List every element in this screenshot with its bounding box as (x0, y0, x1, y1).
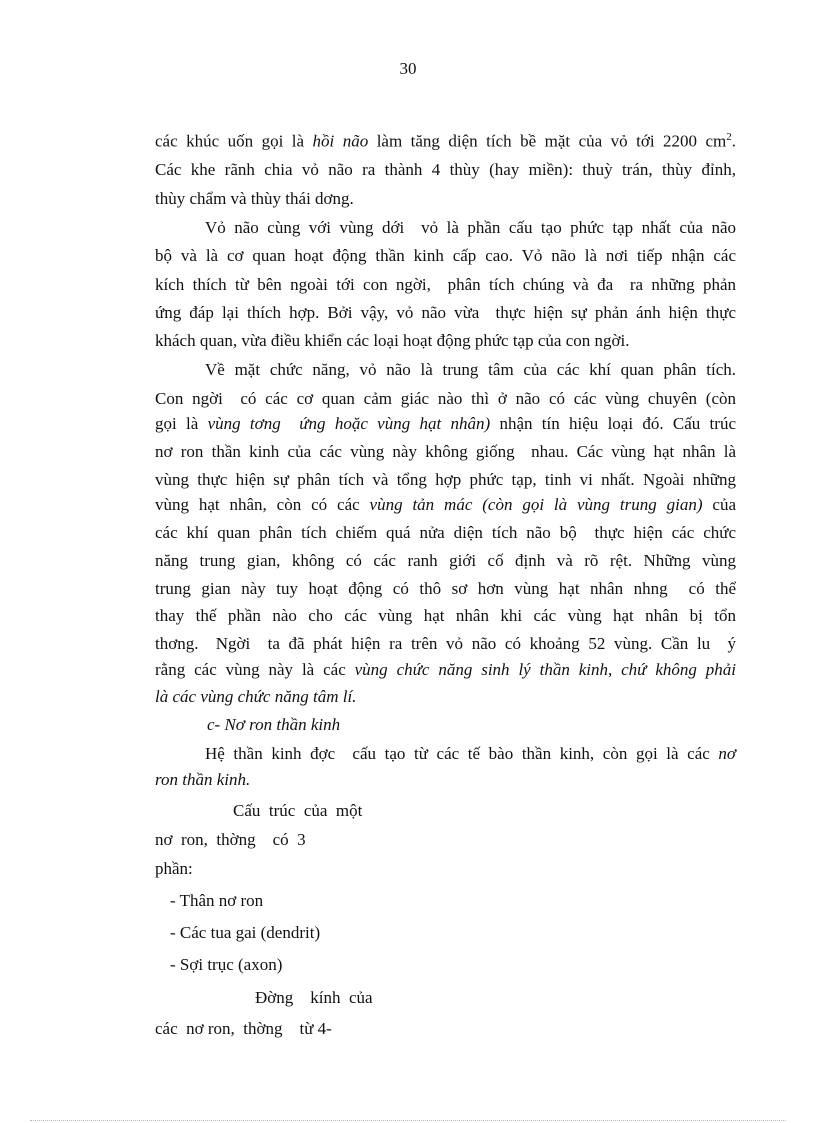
text-line: Hệ thần kinh đợc cấu tạo từ các tế bào thần kinh, còn gọi là các nơ (205, 744, 736, 763)
text-line: vùng hạt nhân, còn có các vùng tản mác (còn gọi là vùng trung gian) của (155, 495, 736, 514)
text-line: Đờng kính của (255, 988, 373, 1007)
section-heading: c- Nơ ron thần kinh (207, 715, 341, 734)
text-line: phần: (155, 859, 193, 878)
text-line: Cấu trúc của một (233, 801, 363, 820)
text-line: kích thích từ bên ngoài tới con ngời, phân tích chúng và đa ra những phản (155, 275, 736, 294)
text-line: vùng thực hiện sự phân tích và tổng hợp phức tạp, tinh vi nhất. Ngoài những (155, 470, 736, 489)
text-line: bộ và là cơ quan hoạt động thần kinh cấp cao. Vỏ não là nơi tiếp nhận các (155, 246, 736, 265)
text-line: Các khe rãnh chia vỏ não ra thành 4 thùy (hay miền): thuỳ trán, thùy đỉnh, (155, 160, 736, 179)
text-line: ron thần kinh. (155, 770, 251, 789)
page-bottom-rule (30, 1120, 786, 1121)
text-line: rằng các vùng này là các vùng chức năng sinh lý thần kinh, chứ không phải (155, 660, 736, 679)
text-line: ứng đáp lại thích hợp. Bởi vậy, vỏ não vừa thực hiện sự phản ánh hiện thực (155, 303, 736, 322)
text-line: Về mặt chức năng, vỏ não là trung tâm của các khí quan phân tích. (205, 360, 736, 379)
list-item: - Các tua gai (dendrit) (170, 923, 321, 942)
text-line: nơ ron, thờng có 3 (155, 830, 306, 849)
text-line: thùy chẩm và thùy thái dơng. (155, 189, 354, 208)
text-line: khách quan, vừa điều khiển các loại hoạt động phức tạp của con ngời. (155, 331, 630, 350)
text-line: gọi là vùng tơng ứng hoặc vùng hạt nhân) nhận tín hiệu loại đó. Cấu trúc (155, 414, 736, 433)
text-line: các khúc uốn gọi là hồi não làm tăng diện tích bề mặt của vỏ tới 2200 $cm^2$. (155, 131, 736, 151)
text-line: là các vùng chức năng tâm lí. (155, 687, 357, 706)
text-line: trung gian này tuy hoạt động có thô sơ hơn vùng hạt nhân nhng có thể (155, 579, 736, 598)
text-line: Con ngời có các cơ quan cảm giác nào thì ở não có các vùng chuyên (còn (155, 389, 736, 408)
page-number: 30 (399, 59, 417, 78)
list-item: - Thân nơ ron (170, 891, 264, 910)
text-line: thay thế phần nào cho các vùng hạt nhân khi các vùng hạt nhân bị tổn (155, 606, 736, 625)
text-line: nơ ron thần kinh của các vùng này không giống nhau. Các vùng hạt nhân là (155, 442, 736, 461)
text-line: năng trung gian, không có các ranh giới cố định và rõ rệt. Những vùng (155, 551, 736, 570)
text-line: thơng. Ngời ta đã phát hiện ra trên vỏ não có khoảng 52 vùng. Cần lu ý (155, 634, 736, 653)
list-item: - Sợi trục (axon) (170, 955, 283, 974)
text-line: các khí quan phân tích chiếm quá nửa diện tích não bộ thực hiện các chức (155, 523, 736, 542)
text-line: Vỏ não cùng với vùng dới vỏ là phần cấu tạo phức tạp nhất của não (205, 218, 736, 237)
text-line: các nơ ron, thờng từ 4- (155, 1019, 332, 1038)
